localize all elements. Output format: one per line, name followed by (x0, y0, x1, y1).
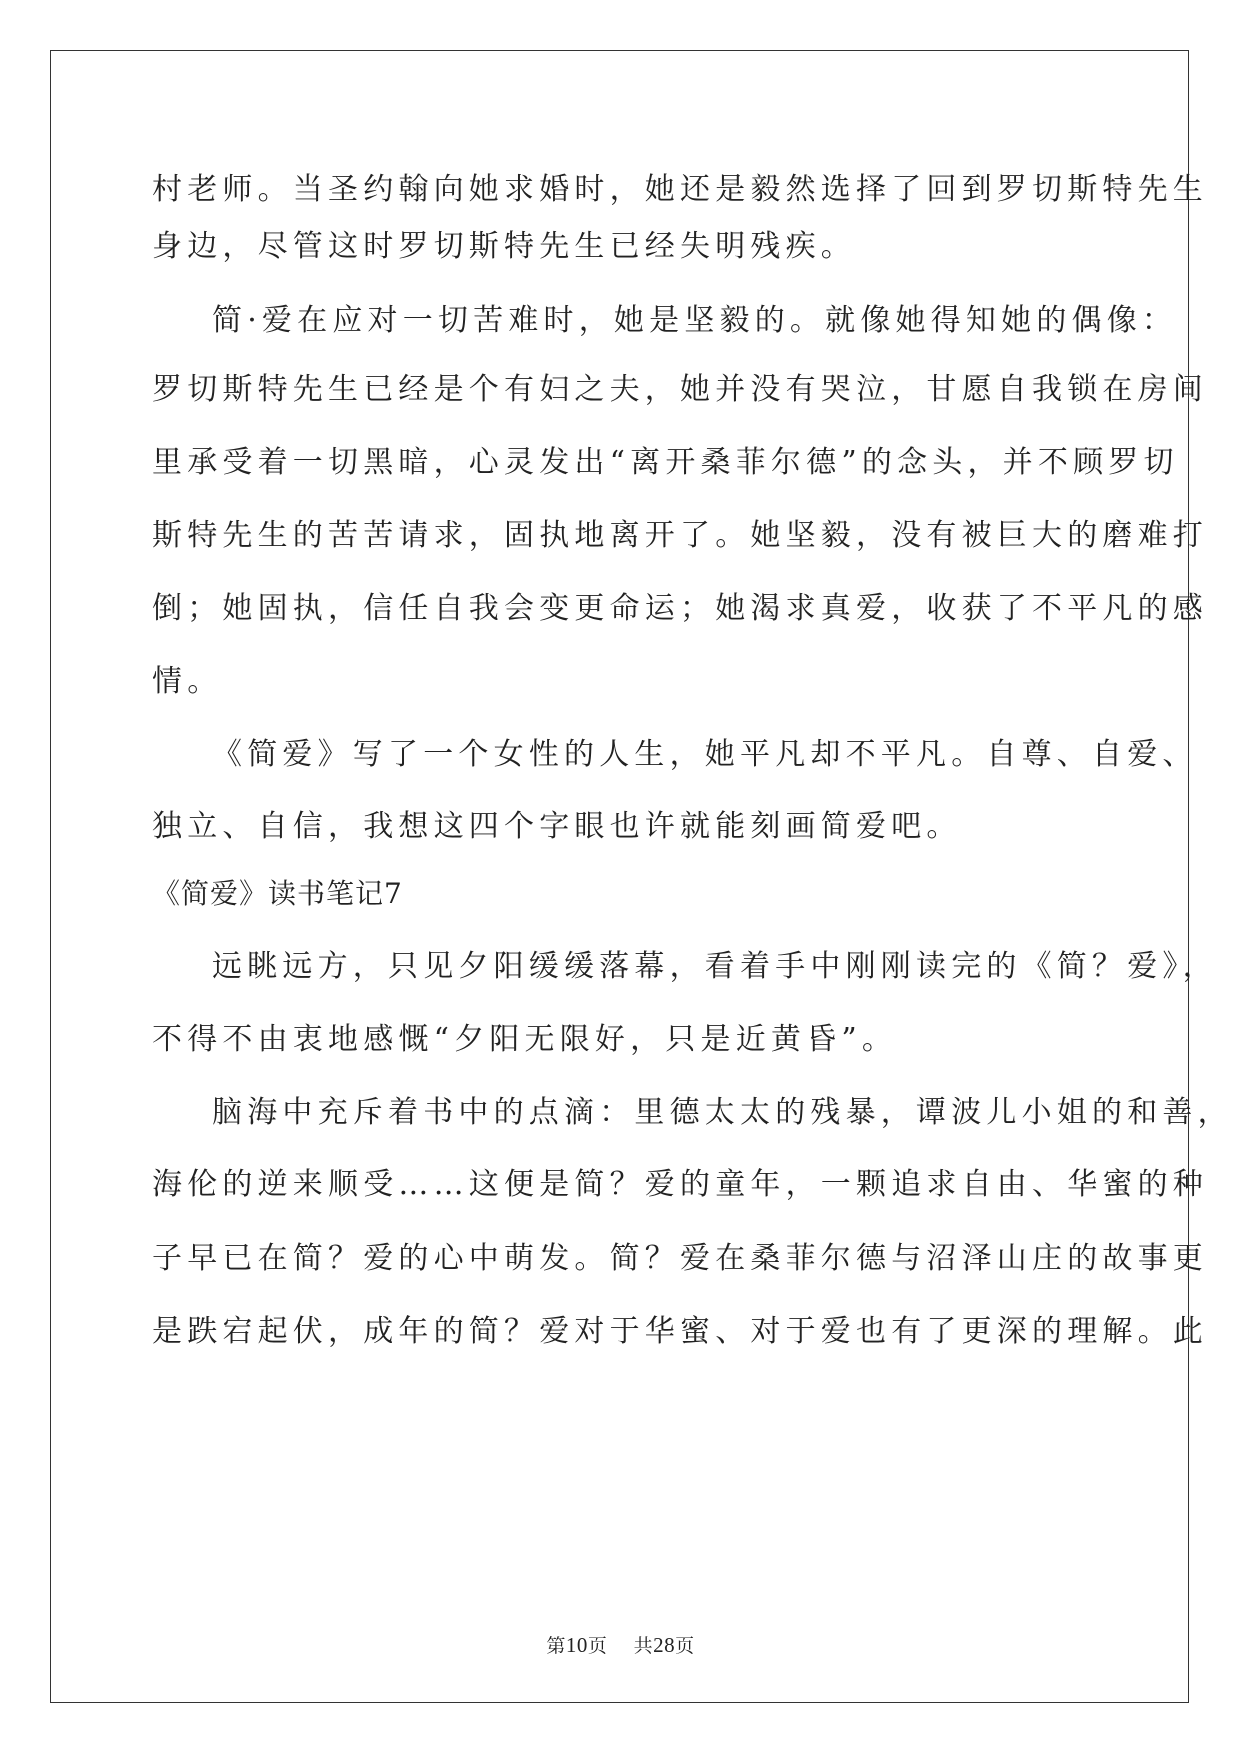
body-line: 海伦的逆来顺受……这便是简？爱的童年，一颗追求自由、华蜜的种 (152, 1167, 1208, 1202)
footer-page-number: 10 (565, 1633, 588, 1657)
body-line: 情。 (152, 664, 223, 699)
body-line: 是跌宕起伏，成年的简？爱对于华蜜、对于爱也有了更深的理解。此 (152, 1314, 1208, 1349)
footer-total-number: 28 (653, 1633, 676, 1657)
body-line: 罗切斯特先生已经是个有妇之夫，她并没有哭泣，甘愿自我锁在房间 (152, 372, 1208, 407)
section-heading: 《简爱》读书笔记7 (152, 877, 403, 910)
body-line: 斯特先生的苦苦请求，固执地离开了。她坚毅，没有被巨大的磨难打 (152, 518, 1208, 553)
body-line: 独立、自信，我想这四个字眼也许就能刻画简爱吧。 (152, 809, 962, 844)
body-line: 身边，尽管这时罗切斯特先生已经失明残疾。 (152, 229, 856, 264)
body-line: 不得不由衷地感慨“夕阳无限好，只是近黄昏”。 (152, 1022, 898, 1057)
footer-page-suffix: 页 (587, 1635, 608, 1657)
body-line: 倒；她固执，信任自我会变更命运；她渴求真爱，收获了不平凡的感 (152, 591, 1208, 626)
body-line: 村老师。当圣约翰向她求婚时，她还是毅然选择了回到罗切斯特先生 (152, 172, 1208, 207)
body-line: 简·爱在应对一切苦难时，她是坚毅的。就像她得知她的偶像： (212, 303, 1178, 338)
body-line: 里承受着一切黑暗，心灵发出“离开桑菲尔德”的念头，并不顾罗切 (152, 445, 1179, 480)
page-footer (0, 1631, 1241, 1658)
body-line: 远眺远方，只见夕阳缓缓落幕，看着手中刚刚读完的《简？爱》， (212, 949, 1218, 984)
footer-total-prefix: 共 (633, 1635, 654, 1657)
footer-page-prefix: 第 (546, 1635, 566, 1657)
body-line: 子早已在简？爱的心中萌发。简？爱在桑菲尔德与沼泽山庄的故事更 (152, 1241, 1208, 1276)
body-line: 《简爱》写了一个女性的人生，她平凡却不平凡。自尊、自爱、 (212, 737, 1198, 772)
body-line: 脑海中充斥着书中的点滴：里德太太的残暴，谭波儿小姐的和善， (212, 1095, 1233, 1130)
footer-total-suffix: 页 (675, 1635, 695, 1657)
